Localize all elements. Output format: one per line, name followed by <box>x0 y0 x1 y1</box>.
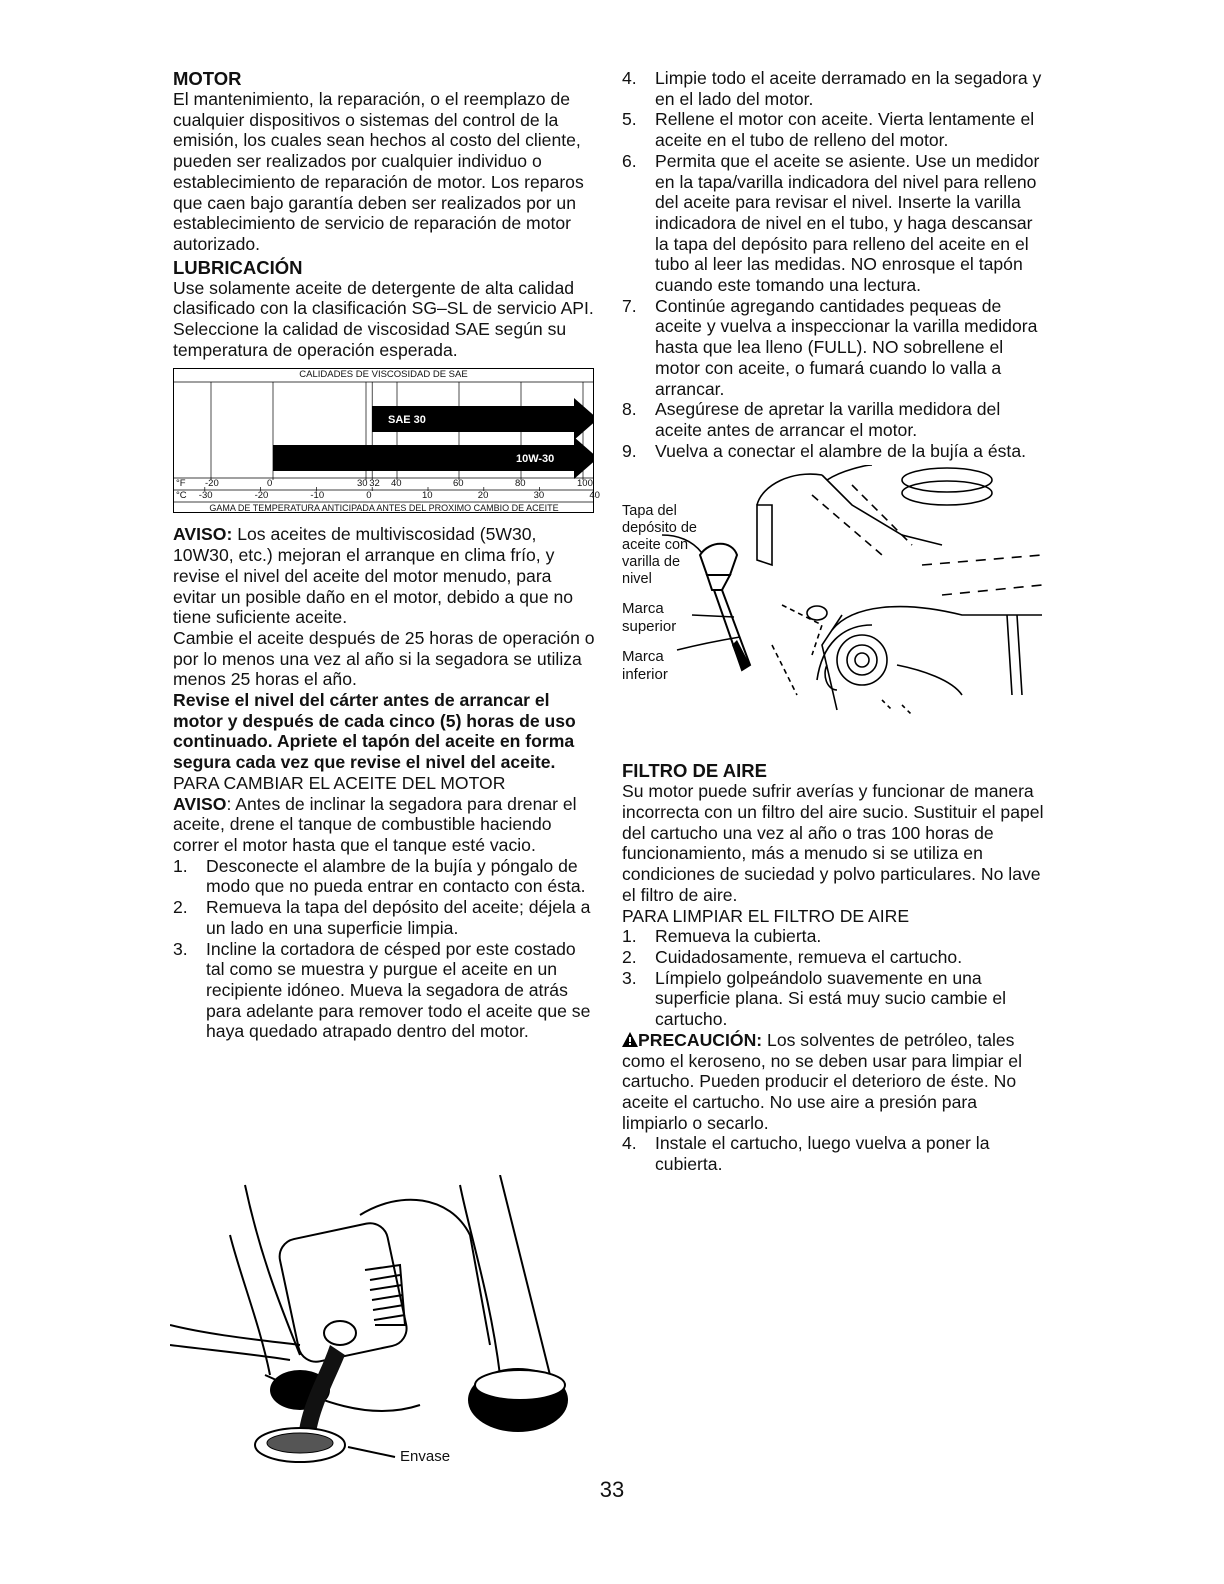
list-item <box>622 399 1047 440</box>
marca-inferior-label: Marca inferior <box>622 648 668 684</box>
aviso-drain <box>173 794 597 856</box>
tapa-label: Tapa del depósito de aceite con varilla de nivel <box>622 503 697 588</box>
step-number: 4. <box>622 1133 637 1154</box>
step-number: 7. <box>622 295 637 316</box>
f-label: °F <box>176 478 186 490</box>
step-number: 4. <box>622 68 637 88</box>
sae-viscosity-chart <box>173 368 600 518</box>
step-text: Desconecte el alambre de la bujía y póngalo de modo que no pueda entrar en contacto con ésta. <box>206 855 586 897</box>
aviso2-label: AVISO <box>173 793 227 814</box>
check-level-text <box>173 690 597 773</box>
lubrication-heading: LUBRICACIÓN <box>173 256 303 278</box>
list-item <box>622 926 1047 947</box>
c-label: °C <box>176 490 187 502</box>
aviso2-text: : Antes de inclinar la segadora para drenar el aceite, drene el tanque de combustible haciendo correr el motor hasta que el tanque esté vacio. <box>173 793 577 855</box>
series-label: SAE 30 <box>388 414 426 427</box>
page-number: 33 <box>599 1477 625 1502</box>
f-tick-label: 40 <box>391 478 402 490</box>
list-item <box>622 968 1047 1030</box>
series-label: 10W-30 <box>516 453 555 466</box>
aviso-text: Los aceites de multiviscosidad (5W30, 10W30, etc.) mejoran el arranque en clima frío, y revise el nivel del aceite del motor menudo, para evitar un posible daño en el motor, debido a que no tiene suficiente aceite. <box>173 524 574 628</box>
list-item <box>622 68 1047 109</box>
step-number: 2. <box>173 897 188 918</box>
precaucion-paragraph <box>622 1030 1047 1134</box>
step-text: Vuelva a conectar el alambre de la bujía a ésta. <box>655 440 1026 461</box>
f-tick-label: 60 <box>453 478 464 490</box>
step-number: 1. <box>173 855 188 876</box>
list-item <box>173 939 597 1043</box>
f-tick-label: 0 <box>267 478 273 490</box>
precaucion-text: Los solventes de petróleo, tales como el keroseno, no se deben usar para limpiar el cartucho. Pueden producir el deterioro de éste. No aceite el cartucho. No use aire a presión para limpiarlo o secarlo. <box>622 1029 1022 1133</box>
list-item <box>622 296 1047 400</box>
step-text: Rellene el motor con aceite. Vierta lentamente el aceite en el tubo de relleno del motor. <box>655 109 1035 151</box>
aviso-label: AVISO: <box>173 524 233 545</box>
step-number: 5. <box>622 109 637 130</box>
step-number: 8. <box>622 399 637 420</box>
left-column <box>173 68 600 1042</box>
step-text: Permita que el aceite se asiente. Use un medidor en la tapa/varilla indicadora del nivel para relleno del aceite para revisar el nivel. Inserte la varilla indicadora de nivel en el tubo, y haga descansar la tapa del depósito para relleno del aceite en el tubo al leer las medidas. NO enrosque el tapón cuando este tomando una lectura. <box>655 150 1040 296</box>
motor-text: El mantenimiento, la reparación, o el reemplazo de cualquier dispositivos o sistemas del control de la emisión, los cuales sean hechos al costo del cliente, pueden ser realizados por cualquier individuo o establecimiento de reparación de motor. Los reparos que caen bajo garantía deben ser realizados por un establecimiento de servicio de reparación de motor autorizado. <box>173 89 584 254</box>
c-tick-label: -20 <box>254 490 269 502</box>
lubrication-text: Use solamente aceite de detergente de alta calidad clasificado con la clasificación SG–SL de servicio API. Seleccione la calidad de viscosidad SAE según su temperatura de operación esperada. <box>173 277 594 360</box>
filtro-heading: FILTRO DE AIRE <box>622 760 767 782</box>
list-item <box>622 1133 1047 1174</box>
f-tick-label: 100 <box>577 478 593 490</box>
f-tick-label: 30 <box>357 478 368 490</box>
c-tick-label: -30 <box>198 490 213 502</box>
refill-steps <box>622 68 1047 461</box>
chart-xlabel: GAMA DE TEMPERATURA ANTICIPADA ANTES DEL PROXIMO CAMBIO DE ACEITE <box>209 503 559 514</box>
change-oil-steps <box>173 856 597 1042</box>
step-text: Cuidadosamente, remueva el cartucho. <box>655 946 963 967</box>
step-number: 2. <box>622 946 637 967</box>
para-cambiar-heading: PARA CAMBIAR EL ACEITE DEL MOTOR <box>173 772 506 793</box>
dipstick-illustration <box>622 465 1047 725</box>
warning-triangle-icon <box>622 1032 638 1047</box>
step-number: 1. <box>622 926 637 947</box>
list-item <box>622 947 1047 968</box>
precaucion-label: PRECAUCIÓN: <box>638 1029 763 1050</box>
list-item <box>622 441 1047 462</box>
clean-steps <box>622 926 1047 1030</box>
step-text: Límpielo golpeándolo suavemente en una superficie plana. Si está muy sucio cambie el cartucho. <box>655 967 1007 1030</box>
c-tick-label: 30 <box>533 490 545 502</box>
f-tick-label: 32 <box>369 478 380 490</box>
step-text: Asegúrese de apretar la varilla medidora del aceite antes de arrancar el motor. <box>655 399 1001 440</box>
marca-superior-label: Marca superior <box>622 600 677 636</box>
aviso-multiviscosity <box>173 524 597 628</box>
envase-label: Envase <box>400 1448 451 1465</box>
f-tick-label: -20 <box>205 478 219 490</box>
step-number: 9. <box>622 440 637 461</box>
step-text: Remueva la cubierta. <box>655 926 822 947</box>
c-tick-label: -10 <box>310 490 325 502</box>
list-item <box>622 151 1047 296</box>
step-text: Continúe agregando cantidades pequeas de aceite y vuelva a inspeccionar la varilla medidora hasta que lea lleno (FULL). NO sobrellene el motor con aceite, o fumará cuando lo valla a arrancar. <box>655 295 1038 399</box>
chart-title: CALIDADES DE VISCOSIDAD DE SAE <box>299 369 468 381</box>
filtro-text: Su motor puede sufrir averías y funcionar de manera incorrecta con un filtro del aire sucio. Sustituir el papel del cartucho una vez al año o tras 100 horas de funcionamiento, más a menudo si se utiliza en condiciones de suciedad y polvo particulares. No lave el filtro de aire. <box>622 781 1044 905</box>
step-number: 6. <box>622 150 637 171</box>
c-tick-label: 10 <box>422 490 433 502</box>
mower-tilted-drawing <box>170 1175 600 1475</box>
step-text: Incline la cortadora de césped por este costado tal como se muestra y purgue el aceite en un recipiente idóneo. Mueva la segadora de atrás para adelante para remover todo el aceite que se haya quedado atrapado dentro del motor. <box>206 938 591 1042</box>
right-column <box>622 68 1047 1175</box>
list-item <box>173 856 597 897</box>
step-text: Remueva la tapa del depósito del aceite; déjela a un lado en una superficie limpia. <box>206 897 591 938</box>
step-text: Instale el cartucho, luego vuelva a poner la cubierta. <box>655 1133 990 1175</box>
final-steps <box>622 1133 1047 1174</box>
list-item <box>173 897 597 938</box>
step-number: 3. <box>622 967 637 988</box>
para-limpiar-heading: PARA LIMPIAR EL FILTRO DE AIRE <box>622 905 910 926</box>
chart-frame <box>173 368 594 518</box>
c-tick-label: 40 <box>589 490 600 502</box>
step-number: 3. <box>173 938 188 959</box>
check-level-bold: Revise el nivel del cárter antes de arrancar el motor y después de cada cinco (5) horas de uso continuado. Apriete el tapón del aceite en forma segura cada vez que revise el nivel del aceite. <box>173 690 576 773</box>
c-tick-label: 0 <box>366 490 372 502</box>
list-item <box>622 109 1047 150</box>
c-tick-label: 20 <box>477 490 489 502</box>
drain-oil-illustration <box>170 1175 600 1475</box>
motor-heading: MOTOR <box>173 68 242 89</box>
step-text: Limpie todo el aceite derramado en la segadora y en el lado del motor. <box>655 68 1042 109</box>
change-oil-text: Cambie el aceite después de 25 horas de operación o por lo menos una vez al año si la segadora se utiliza menos 25 horas el año. <box>173 627 595 690</box>
f-tick-label: 80 <box>515 478 526 490</box>
